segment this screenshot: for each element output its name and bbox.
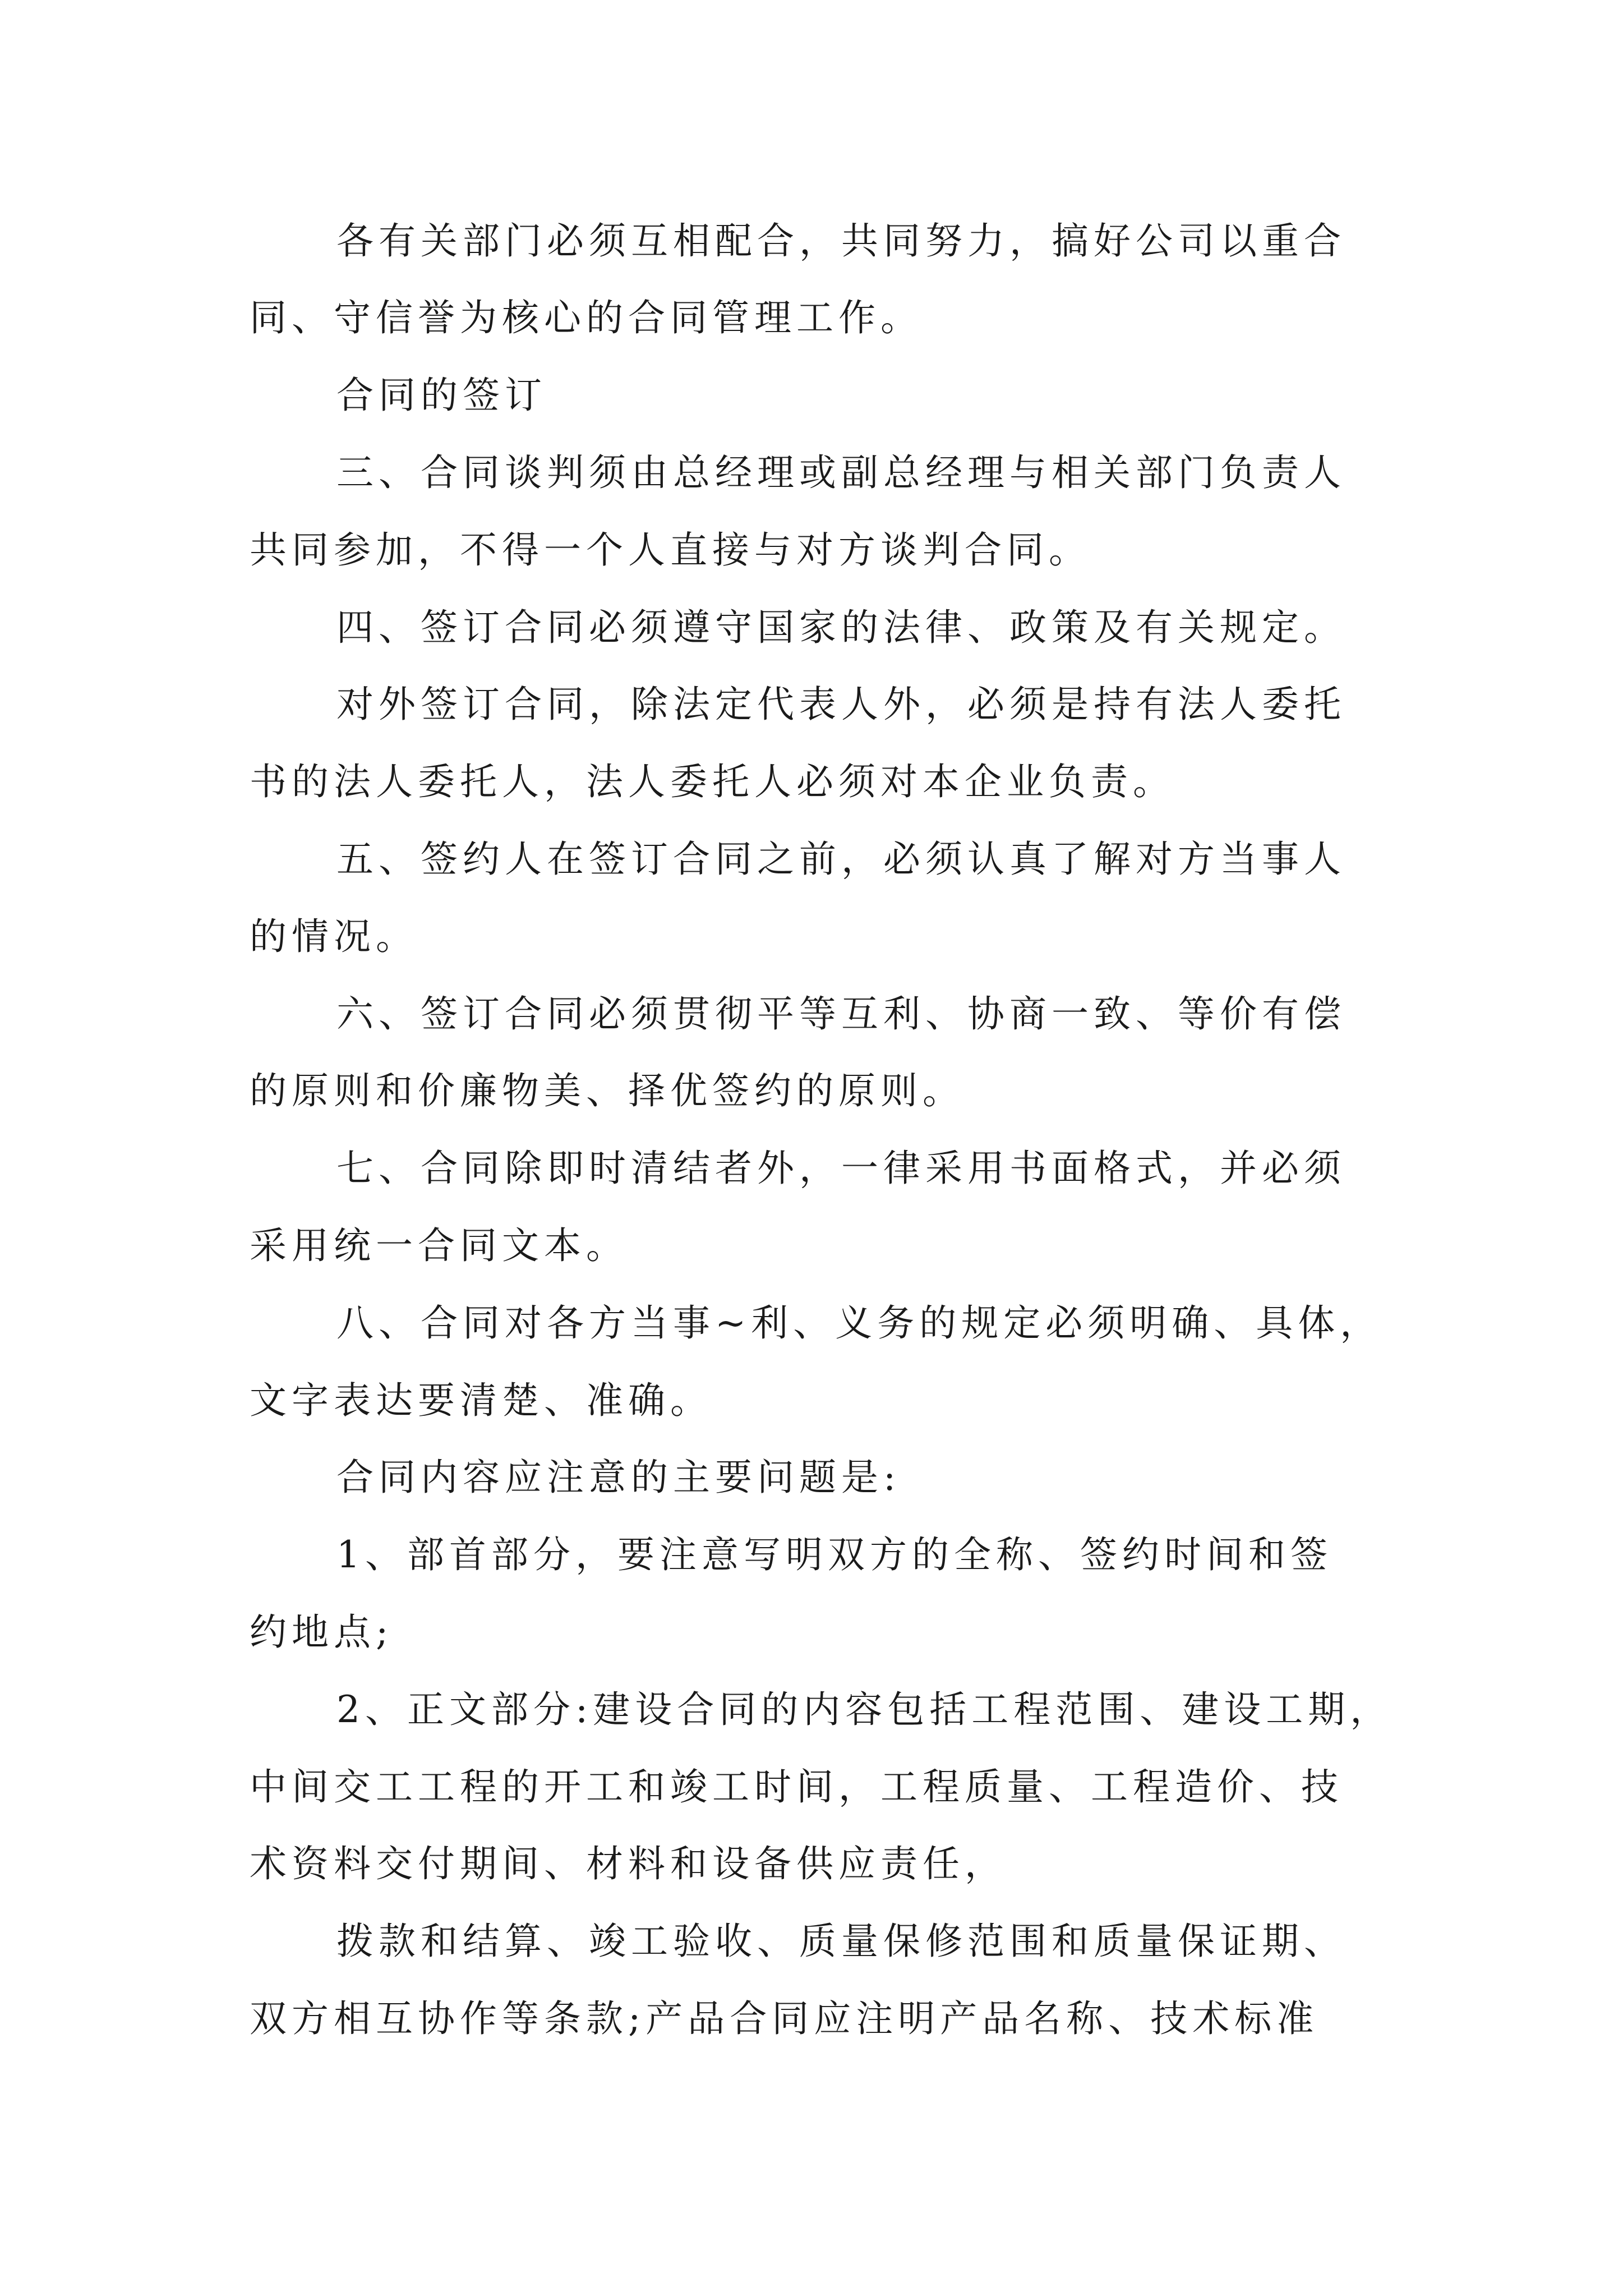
paragraph-line: 的原则和价廉物美、择优签约的原则。 <box>250 1069 965 1112</box>
paragraph-line: 五、签约人在签订合同之前，必须认真了解对方当事人 <box>336 838 1346 881</box>
paragraph-line: 各有关部门必须互相配合，共同努力，搞好公司以重合 <box>336 219 1346 263</box>
paragraph-line: 2、正文部分:建设合同的内容包括工程范围、建设工期， <box>336 1688 1393 1731</box>
section-heading: 合同的签订 <box>336 374 547 417</box>
paragraph-line: 的情况。 <box>250 915 418 958</box>
paragraph-line: 七、合同除即时清结者外，一律采用书面格式，并必须 <box>336 1147 1346 1190</box>
paragraph-line: 双方相互协作等条款;产品合同应注明产品名称、技术标准 <box>250 1997 1319 2040</box>
paragraph-line: 八、合同对各方当事~利、义务的规定必须明确、具体， <box>336 1301 1382 1345</box>
paragraph-line: 拨款和结算、竣工验收、质量保修范围和质量保证期、 <box>336 1920 1346 1963</box>
paragraph-line: 同、守信誉为核心的合同管理工作。 <box>250 296 923 339</box>
paragraph-line: 六、签订合同必须贯彻平等互利、协商一致、等价有偿 <box>336 992 1346 1036</box>
paragraph-line: 文字表达要清楚、准确。 <box>250 1379 712 1422</box>
paragraph-line: 采用统一合同文本。 <box>250 1224 628 1267</box>
paragraph-line: 合同内容应注意的主要问题是: <box>336 1456 901 1499</box>
paragraph-line: 四、签订合同必须遵守国家的法律、政策及有关规定。 <box>336 606 1346 649</box>
paragraph-line: 书的法人委托人，法人委托人必须对本企业负责。 <box>250 760 1175 803</box>
paragraph-line: 对外签订合同，除法定代表人外，必须是持有法人委托 <box>336 683 1346 726</box>
paragraph-line: 约地点; <box>250 1611 394 1654</box>
paragraph-line: 术资料交付期间、材料和设备供应责任， <box>250 1842 1007 1885</box>
paragraph-line: 1、部首部分，要注意写明双方的全称、签约时间和签 <box>336 1533 1332 1576</box>
paragraph-line: 三、合同谈判须由总经理或副总经理与相关部门负责人 <box>336 451 1346 494</box>
paragraph-line: 共同参加，不得一个人直接与对方谈判合同。 <box>250 528 1091 572</box>
paragraph-line: 中间交工工程的开工和竣工时间，工程质量、工程造价、技 <box>250 1765 1343 1809</box>
